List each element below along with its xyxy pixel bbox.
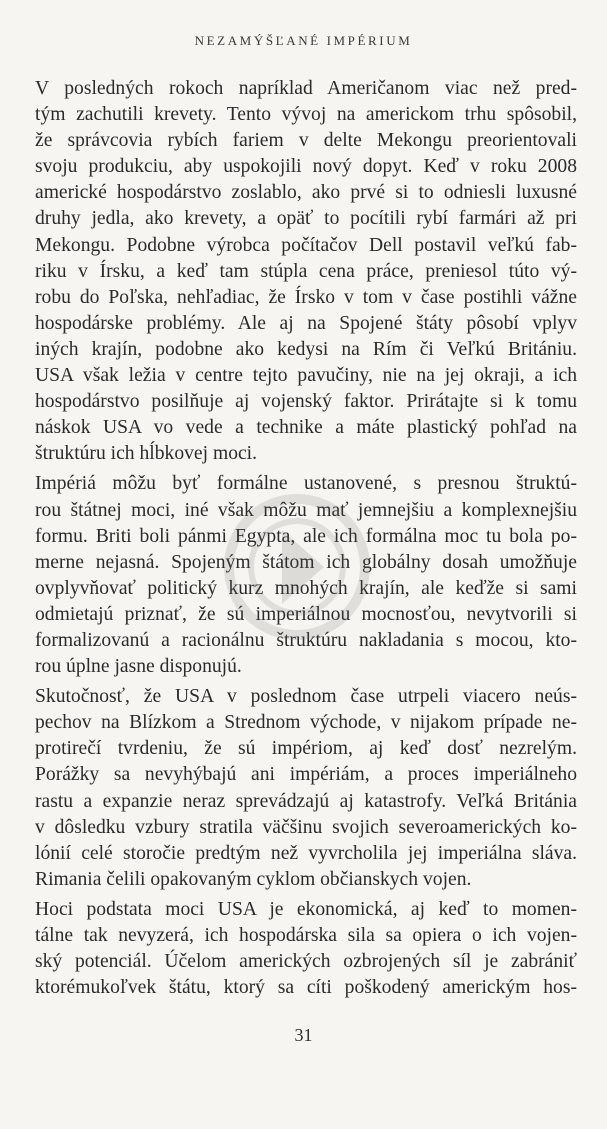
text-line: formalizovanú a racionálnu štruktúru nakladania s mocou, kto-: [35, 629, 577, 651]
text-line: tálne tak nevyzerá, ich hospodárska sila sa opiera o ich vojen-: [35, 925, 577, 946]
body-text: [35, 76, 577, 1001]
paragraph-2: [35, 471, 577, 680]
text-line: robu do Poľska, nehľadiac, že Írsko v tom v čase postihli vážne: [35, 286, 577, 308]
text-line: Hoci podstata moci USA je ekonomická, aj keď to momen-: [35, 898, 577, 920]
text-line: Rimania čelili opakovaným cyklom občianskych vojen.: [35, 868, 472, 890]
text-line: Mekongu. Podobne výrobca počítačov Dell postavil veľkú fab-: [35, 234, 577, 256]
text-line: tým zachutili krevety. Tento vývoj na americkom trhu spôsobil,: [35, 104, 577, 126]
text-line: Porážky sa nevyhýbajú ani impériám, a proces imperiálneho: [35, 764, 577, 786]
text-line: ovplyvňovať politický kurz mnohých krajín, ale keďže si sami: [35, 577, 577, 599]
running-head: NEZAMÝŠĽANÉ IMPÉRIUM: [194, 33, 413, 48]
text-line: merne nejasná. Spojeným štátom ich globálny dosah umožňuje: [35, 551, 577, 573]
text-line: odmietajú priznať, že sú imperiálnou mocnosťou, nevytvorili si: [35, 603, 577, 625]
text-line: Skutočnosť, že USA v poslednom čase utrpeli viacero neús-: [35, 686, 577, 708]
page-number: 31: [294, 1025, 313, 1045]
text-line: ktorémukoľvek štátu, ktorý sa cíti poškodený americkým hos-: [35, 977, 577, 999]
text-line: hospodárske problémy. Ale aj na Spojené štáty pôsobí vplyv: [35, 312, 577, 334]
text-line: ský potenciál. Účelom amerických ozbrojených síl je zabrániť: [35, 951, 577, 973]
text-line: rou štátnej moci, iné však môžu mať jemnejšiu a komplexnejšiu: [35, 499, 577, 521]
text-line: rastu a expanzie neraz sprevádzajú aj katastrofy. Veľká Británia: [35, 790, 577, 812]
text-line: americké hospodárstvo zoslablo, ako prvé si to odniesli luxusné: [35, 182, 577, 204]
text-line: svoju produkciu, aby uspokojili nový dopyt. Keď v roku 2008: [35, 156, 577, 178]
text-line: že správcovia rybích fariem v delte Mekongu preorientovali: [35, 130, 577, 152]
text-line: náskok USA vo vede a technike a máte plastický pohľad na: [35, 417, 577, 439]
text-line: riku v Írsku, a keď tam stúpla cena práce, preniesol túto vý-: [35, 260, 577, 282]
text-line: USA však ležia v centre tejto pavučiny, nie na jej okraji, a ich: [35, 365, 577, 387]
text-line: v dôsledku vzbury stratila väčšinu svojich severoamerických ko-: [35, 816, 577, 838]
text-line: formu. Briti boli pánmi Egypta, ale ich formálna moc tu bola po-: [35, 525, 577, 547]
text-line: hospodárstvo posilňuje aj vojenský faktor. Prirátajte si k tomu: [35, 391, 577, 413]
paragraph-4: [35, 897, 577, 1001]
text-line: protirečí tvrdeniu, že sú impériom, aj keď dosť nezrelým.: [35, 738, 577, 760]
text-line: pechov na Blízkom a Strednom východe, v nijakom prípade ne-: [35, 712, 577, 734]
text-line: štruktúru ich hĺbkovej moci.: [35, 443, 258, 465]
text-line: V posledných rokoch napríklad Američanom viac než pred-: [35, 78, 577, 99]
paragraph-1: [35, 76, 577, 467]
text-line: iných krajín, podobne ako kedysi na Rím či Veľkú Britániu.: [35, 338, 577, 360]
text-line: rou úplne jasne disponujú.: [35, 656, 242, 678]
paragraph-3: [35, 684, 577, 893]
text-line: druhy jedla, ako krevety, a opäť to pocítili rybí farmári až pri: [35, 208, 577, 230]
text-line: Impériá môžu byť formálne ustanovené, s presnou štruktú-: [35, 473, 577, 495]
text-line: lónií celé storočie predtým než vyvrcholila jej imperiálna sláva.: [35, 842, 577, 864]
